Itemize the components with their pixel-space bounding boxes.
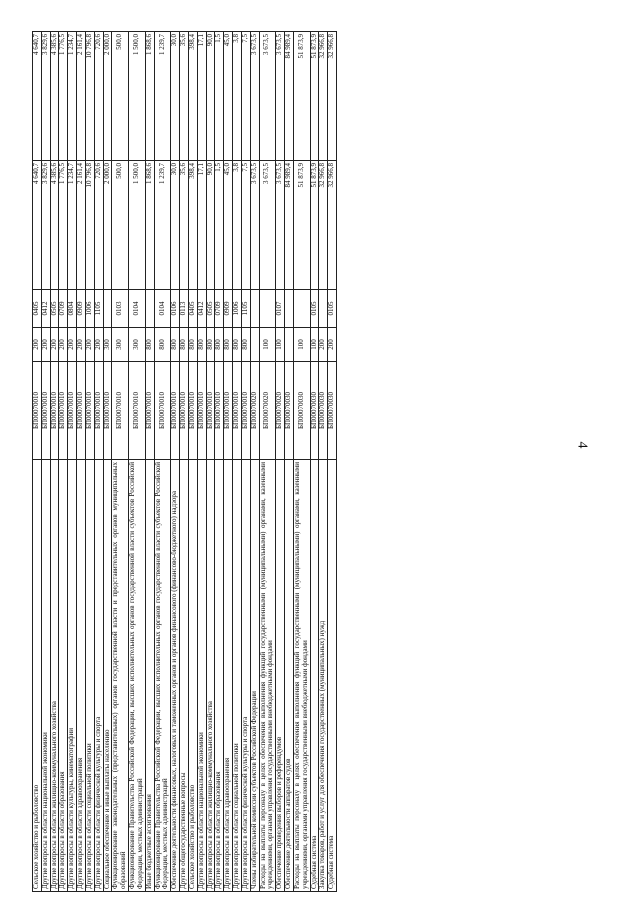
section-code-cell: 1105	[94, 290, 103, 328]
expense-type-cell: 200	[50, 328, 59, 362]
section-code-cell: 0505	[50, 290, 59, 328]
expense-type-cell: 800	[180, 328, 189, 362]
expense-name-cell: Другие вопросы в области образования	[215, 460, 224, 892]
section-code-cell	[103, 290, 112, 328]
section-code-cell: 1105	[241, 290, 250, 328]
target-article-cell: БП00070010	[77, 362, 86, 460]
expense-type-cell: 800	[154, 328, 171, 362]
expense-name-cell: Обеспечение деятельности финансовых, налоговых и таможенных органов и органов финансового (финансово-бюджетного) надзора	[171, 460, 180, 892]
table-row	[129, 32, 146, 892]
amount-year2-cell: 4 385,6	[50, 32, 59, 161]
amount-year2-cell: 30,0	[171, 32, 180, 161]
table-row	[33, 32, 42, 892]
budget-table	[32, 31, 337, 892]
expense-type-cell: 800	[224, 328, 233, 362]
expense-type-cell: 800	[188, 328, 197, 362]
expense-type-cell: 100	[293, 328, 310, 362]
amount-year1-cell: 4 640,7	[33, 161, 42, 290]
expense-type-cell: 200	[77, 328, 86, 362]
amount-year1-cell: 51 873,9	[310, 161, 319, 290]
amount-year2-cell: 2 000,0	[103, 32, 112, 161]
expense-type-cell: 800	[171, 328, 180, 362]
table-row	[94, 32, 103, 892]
table-row	[328, 32, 337, 892]
section-code-cell: 1006	[233, 290, 242, 328]
table-row	[206, 32, 215, 892]
amount-year2-cell: 1 234,7	[68, 32, 77, 161]
expense-name-cell: Расходы на выплаты персоналу в целях обеспечения выполнения функций государственными (муниципальными) органами, казенными учреждениями, органами управления государственными внебюджетными фондами	[259, 460, 276, 892]
section-code-cell	[145, 290, 154, 328]
expense-type-cell: 200	[319, 328, 328, 362]
amount-year1-cell: 3,8	[233, 161, 242, 290]
amount-year1-cell: 2 161,4	[77, 161, 86, 290]
amount-year2-cell: 720,6	[94, 32, 103, 161]
amount-year2-cell: 1 868,6	[145, 32, 154, 161]
table-row	[241, 32, 250, 892]
target-article-cell: БП00070010	[206, 362, 215, 460]
section-code-cell: 0804	[68, 290, 77, 328]
expense-name-cell: Другие вопросы в области образования	[59, 460, 68, 892]
target-article-cell: БП00070010	[154, 362, 171, 460]
section-code-cell: 0505	[206, 290, 215, 328]
amount-year1-cell: 1 500,0	[129, 161, 146, 290]
section-code-cell: 0105	[310, 290, 319, 328]
table-row	[250, 32, 259, 892]
table-row	[41, 32, 50, 892]
expense-name-cell: Другие вопросы в области национальной экономики	[41, 460, 50, 892]
amount-year1-cell: 35,6	[180, 161, 189, 290]
amount-year1-cell: 3 673,5	[259, 161, 276, 290]
expense-name-cell: Функционирование законодательных (представительных) органов государственной власти и представительных органов муниципальных образований	[112, 460, 129, 892]
expense-name-cell: Члены избирательной комиссии субъектов Российской Федерации	[250, 460, 259, 892]
amount-year1-cell: 45,0	[224, 161, 233, 290]
target-article-cell: БП00070030	[319, 362, 328, 460]
amount-year1-cell: 3 673,5	[276, 161, 285, 290]
table-row	[293, 32, 310, 892]
table-row	[154, 32, 171, 892]
section-code-cell: 0107	[276, 290, 285, 328]
amount-year2-cell: 1 500,0	[129, 32, 146, 161]
amount-year2-cell: 1 239,7	[154, 32, 171, 161]
expense-type-cell: 800	[215, 328, 224, 362]
section-code-cell: 0709	[59, 290, 68, 328]
table-row	[197, 32, 206, 892]
target-article-cell: БП00070010	[33, 362, 42, 460]
expense-name-cell: Сельское хозяйство и рыболовство	[188, 460, 197, 892]
expense-type-cell: 300	[129, 328, 146, 362]
expense-type-cell: 800	[145, 328, 154, 362]
budget-table-container	[32, 32, 602, 892]
expense-name-cell: Расходы на выплаты персоналу в целях обеспечения выполнения функций государственными (муниципальными) органами, казенными учреждениями, органами управления государственными внебюджетными фондами	[293, 460, 310, 892]
expense-name-cell: Сельское хозяйство и рыболовство	[33, 460, 42, 892]
target-article-cell: БП00070010	[103, 362, 112, 460]
amount-year2-cell: 10 796,8	[85, 32, 94, 161]
expense-name-cell: Другие вопросы в области социальной политики	[233, 460, 242, 892]
amount-year1-cell: 1 234,7	[68, 161, 77, 290]
expense-type-cell: 200	[59, 328, 68, 362]
expense-name-cell: Другие вопросы в области национальной экономики	[197, 460, 206, 892]
table-row	[50, 32, 59, 892]
amount-year1-cell: 2 000,0	[103, 161, 112, 290]
section-code-cell: 0106	[171, 290, 180, 328]
section-code-cell: 0405	[188, 290, 197, 328]
target-article-cell: БП00070010	[188, 362, 197, 460]
amount-year2-cell: 3 673,5	[276, 32, 285, 161]
amount-year2-cell: 7,5	[241, 32, 250, 161]
section-code-cell: 0412	[41, 290, 50, 328]
page-number: 4	[574, 441, 590, 449]
section-code-cell	[259, 290, 276, 328]
target-article-cell: БП00070010	[197, 362, 206, 460]
amount-year2-cell: 2 161,4	[77, 32, 86, 161]
target-article-cell: БП00070010	[41, 362, 50, 460]
table-row	[85, 32, 94, 892]
amount-year1-cell: 7,5	[241, 161, 250, 290]
amount-year1-cell: 17,1	[197, 161, 206, 290]
expense-type-cell: 800	[206, 328, 215, 362]
amount-year1-cell: 4 385,6	[50, 161, 59, 290]
target-article-cell: БП00070010	[224, 362, 233, 460]
expense-type-cell: 200	[85, 328, 94, 362]
amount-year1-cell: 32 966,8	[328, 161, 337, 290]
amount-year1-cell: 500,0	[112, 161, 129, 290]
section-code-cell: 0105	[328, 290, 337, 328]
expense-name-cell: Закупка товаров, работ и услуг для обеспечения государственных (муниципальных) нужд	[319, 460, 328, 892]
target-article-cell: БП00070010	[241, 362, 250, 460]
budget-table-body	[33, 32, 337, 892]
expense-name-cell: Функционирование Правительства Российской Федерации, высших исполнительных органов государственной власти субъектов Российской Федерации, местных администраций	[154, 460, 171, 892]
expense-type-cell	[250, 328, 259, 362]
expense-name-cell: Судебная система	[328, 460, 337, 892]
target-article-cell: БП00070010	[145, 362, 154, 460]
amount-year1-cell: 51 873,9	[293, 161, 310, 290]
expense-type-cell: 800	[233, 328, 242, 362]
amount-year2-cell: 3,8	[233, 32, 242, 161]
amount-year2-cell: 51 873,9	[310, 32, 319, 161]
amount-year1-cell: 398,4	[188, 161, 197, 290]
expense-name-cell: Другие вопросы в области жилищно-коммунального хозяйства	[50, 460, 59, 892]
amount-year2-cell: 398,4	[188, 32, 197, 161]
target-article-cell: БП00070010	[68, 362, 77, 460]
target-article-cell: БП00070010	[94, 362, 103, 460]
target-article-cell: БП00070010	[215, 362, 224, 460]
expense-type-cell: 300	[112, 328, 129, 362]
amount-year1-cell: 1 776,5	[59, 161, 68, 290]
amount-year1-cell: 720,6	[94, 161, 103, 290]
table-row	[180, 32, 189, 892]
table-row	[259, 32, 276, 892]
expense-type-cell: 200	[328, 328, 337, 362]
expense-type-cell: 800	[241, 328, 250, 362]
section-code-cell	[293, 290, 310, 328]
amount-year2-cell: 3 673,5	[250, 32, 259, 161]
amount-year2-cell: 51 873,9	[293, 32, 310, 161]
amount-year2-cell: 3 673,5	[259, 32, 276, 161]
target-article-cell: БП00070010	[112, 362, 129, 460]
section-code-cell	[250, 290, 259, 328]
section-code-cell	[285, 290, 294, 328]
expense-name-cell: Другие вопросы в области здравоохранения	[224, 460, 233, 892]
expense-type-cell: 200	[33, 328, 42, 362]
section-code-cell: 0405	[33, 290, 42, 328]
expense-type-cell: 200	[94, 328, 103, 362]
amount-year1-cell: 10 796,8	[85, 161, 94, 290]
amount-year2-cell: 45,0	[224, 32, 233, 161]
amount-year1-cell: 84 989,4	[285, 161, 294, 290]
amount-year1-cell: 90,0	[206, 161, 215, 290]
section-code-cell: 0103	[112, 290, 129, 328]
target-article-cell: БП00070020	[259, 362, 276, 460]
expense-name-cell: Обеспечение проведения выборов и референдумов	[276, 460, 285, 892]
amount-year2-cell: 500,0	[112, 32, 129, 161]
section-code-cell: 0909	[224, 290, 233, 328]
expense-type-cell: 300	[103, 328, 112, 362]
amount-year2-cell: 17,1	[197, 32, 206, 161]
amount-year1-cell: 3 673,5	[250, 161, 259, 290]
expense-name-cell: Обеспечение деятельности аппаратов судов	[285, 460, 294, 892]
amount-year1-cell: 1,5	[215, 161, 224, 290]
expense-name-cell: Судебная система	[310, 460, 319, 892]
expense-type-cell: 100	[310, 328, 319, 362]
expense-name-cell: Другие вопросы в области физической культуры и спорта	[241, 460, 250, 892]
expense-name-cell: Другие вопросы в области культуры, кинематографии	[68, 460, 77, 892]
expense-name-cell: Другие вопросы в области жилищно-коммунального хозяйства	[206, 460, 215, 892]
section-code-cell: 0113	[180, 290, 189, 328]
section-code-cell: 0709	[215, 290, 224, 328]
expense-type-cell: 200	[41, 328, 50, 362]
amount-year2-cell: 32 966,8	[328, 32, 337, 161]
amount-year1-cell: 1 239,7	[154, 161, 171, 290]
target-article-cell: БП00070030	[285, 362, 294, 460]
target-article-cell: БП00070010	[59, 362, 68, 460]
expense-type-cell: 200	[68, 328, 77, 362]
target-article-cell: БП00070010	[180, 362, 189, 460]
amount-year1-cell: 32 966,8	[319, 161, 328, 290]
target-article-cell: БП00070010	[171, 362, 180, 460]
table-row	[319, 32, 328, 892]
expense-type-cell: 100	[259, 328, 276, 362]
amount-year2-cell: 35,6	[180, 32, 189, 161]
section-code-cell: 1006	[85, 290, 94, 328]
table-row	[145, 32, 154, 892]
section-code-cell: 0104	[129, 290, 146, 328]
target-article-cell: БП00070030	[293, 362, 310, 460]
table-row	[188, 32, 197, 892]
target-article-cell: БП00070010	[85, 362, 94, 460]
target-article-cell: БП00070030	[310, 362, 319, 460]
amount-year1-cell: 30,0	[171, 161, 180, 290]
expense-name-cell: Социальное обеспечение и иные выплаты населению	[103, 460, 112, 892]
amount-year2-cell: 1,5	[215, 32, 224, 161]
expense-name-cell: Функционирование Правительства Российской Федерации, высших исполнительных органов государственной власти субъектов Российской Федерации, местных администраций	[129, 460, 146, 892]
amount-year2-cell: 3 829,6	[41, 32, 50, 161]
target-article-cell: БП00070030	[328, 362, 337, 460]
expense-type-cell: 100	[276, 328, 285, 362]
expense-name-cell: Другие вопросы в области физической культуры и спорта	[94, 460, 103, 892]
expense-name-cell: Другие общегосударственные вопросы	[180, 460, 189, 892]
amount-year1-cell: 1 868,6	[145, 161, 154, 290]
expense-type-cell	[285, 328, 294, 362]
target-article-cell: БП00070010	[50, 362, 59, 460]
expense-name-cell: Иные бюджетные ассигнования	[145, 460, 154, 892]
target-article-cell: БП00070010	[129, 362, 146, 460]
expense-type-cell: 800	[197, 328, 206, 362]
amount-year2-cell: 4 640,7	[33, 32, 42, 161]
section-code-cell: 0909	[77, 290, 86, 328]
section-code-cell: 0104	[154, 290, 171, 328]
amount-year2-cell: 1 776,5	[59, 32, 68, 161]
target-article-cell: БП00070020	[276, 362, 285, 460]
target-article-cell: БП00070020	[250, 362, 259, 460]
amount-year2-cell: 90,0	[206, 32, 215, 161]
expense-name-cell: Другие вопросы в области здравоохранения	[77, 460, 86, 892]
amount-year2-cell: 84 989,4	[285, 32, 294, 161]
amount-year2-cell: 32 966,8	[319, 32, 328, 161]
table-row	[171, 32, 180, 892]
amount-year1-cell: 3 829,6	[41, 161, 50, 290]
table-row	[112, 32, 129, 892]
expense-name-cell: Другие вопросы в области социальной политики	[85, 460, 94, 892]
target-article-cell: БП00070010	[233, 362, 242, 460]
section-code-cell: 0412	[197, 290, 206, 328]
